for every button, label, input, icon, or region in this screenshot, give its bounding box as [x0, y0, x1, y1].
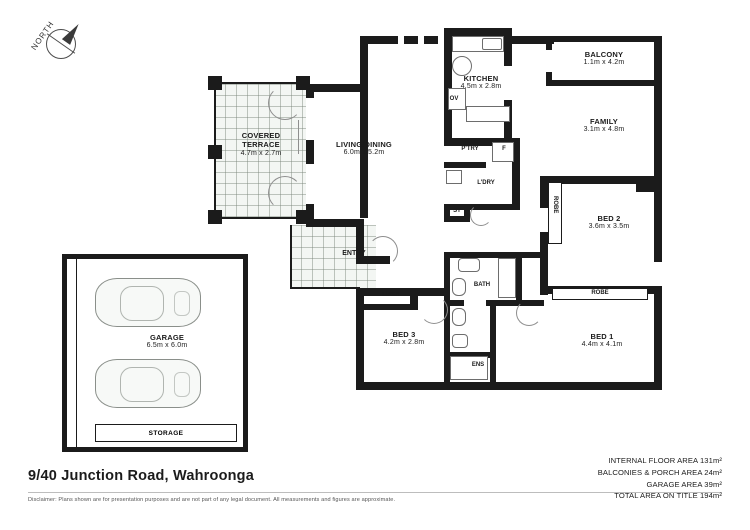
wall-balcony-w-1 [546, 36, 552, 50]
area-internal: INTERNAL FLOOR AREA 131m² [608, 456, 722, 465]
room-label-garage: GARAGE 6.5m x 6.0m [146, 333, 188, 350]
label-entry: ENTRY [342, 250, 366, 257]
wall-family-north-a [504, 36, 552, 44]
wall-living-w-2 [306, 140, 314, 164]
wall-bath-north [444, 252, 544, 258]
bath-vanity-basin [458, 258, 480, 272]
room-label-bed3: BED 3 4.2m x 2.8m [383, 330, 425, 347]
wall-bed1-nw [540, 255, 548, 295]
door-arc-bed1 [516, 300, 542, 326]
ens-basin [452, 334, 468, 348]
page-title: 9/40 Junction Road, Wahroonga [28, 468, 255, 484]
label-pantry: P'TRY [461, 146, 479, 152]
laundry-tub [446, 170, 462, 184]
wall-bed3-south [356, 382, 448, 390]
wall-bed1-east [654, 286, 662, 390]
wall-porch-bottom [290, 287, 360, 289]
wall-ens-east [490, 306, 496, 384]
wall-linen-bottom [356, 304, 416, 310]
room-label-bed1: BED 1 4.4m x 4.1m [581, 332, 623, 349]
wall-bath-s-a [450, 300, 464, 306]
cooktop-icon [452, 56, 472, 76]
wall-bath-partition [516, 258, 522, 300]
wall-balcony-east [654, 36, 662, 86]
label-laundry: L'DRY [477, 180, 495, 186]
kitchen-island [466, 106, 510, 122]
label-oven: OV [449, 96, 459, 102]
wall-balcony-south [546, 80, 662, 86]
wall-bed3-west [356, 288, 364, 388]
storage-area: STORAGE [95, 424, 237, 442]
wall-livingdining-east [360, 36, 368, 218]
ens-toilet [452, 308, 466, 326]
wall-living-w-3 [306, 204, 314, 220]
wall-ptry-south [444, 162, 486, 168]
room-label-kitchen: KITCHEN 4.5m x 2.8m [460, 74, 502, 91]
door-arc-laundry [470, 204, 492, 226]
wall-kitchen-north [444, 28, 512, 36]
post-terrace-w [208, 145, 222, 159]
north-arrow-icon [30, 15, 90, 75]
wall-bed2-east [654, 184, 662, 262]
wall-bed2-west-1 [540, 176, 548, 208]
label-bath: BATH [473, 282, 491, 288]
wall-entry-north [306, 219, 364, 227]
car-icon-1 [95, 278, 201, 327]
room-label-balcony: BALCONY 1.1m x 4.2m [583, 50, 625, 67]
wall-porch-left [290, 225, 292, 289]
north-label: NORTH [29, 19, 56, 52]
bathtub [498, 258, 516, 298]
label-robe-bed2: ROBE [552, 196, 559, 214]
wall-south-main [444, 382, 662, 390]
room-label-bed2: BED 2 3.6m x 3.5m [588, 214, 630, 231]
wall-terrace-top [214, 82, 308, 84]
area-balconies: BALCONIES & PORCH AREA 24m² [597, 467, 722, 477]
label-ens: ENS [471, 362, 485, 368]
wall-ldry-east [512, 168, 520, 210]
garage-block [62, 254, 248, 452]
area-total: TOTAL AREA ON TITLE 194m² [614, 491, 722, 501]
wall-north-c [424, 36, 438, 44]
room-label-family: FAMILY 3.1m x 4.8m [583, 117, 625, 134]
label-robe-bed1: ROBE [591, 290, 609, 296]
door-arc-terrace-2 [268, 176, 302, 210]
door-arc-bed3 [420, 296, 448, 324]
wall-kitchen-east-1 [504, 28, 512, 66]
room-label-living-dining: LIVING/DINING 6.0m x 5.2m [336, 140, 392, 157]
wall-family-east [654, 86, 662, 176]
room-label-covered-terrace: COVERED TERRACE 4.7m x 2.7m [240, 131, 282, 157]
label-study: ST [453, 208, 461, 214]
wall-north-a [360, 36, 398, 44]
post-terrace-sw [208, 210, 222, 224]
wall-terrace-bottom [214, 217, 308, 219]
wall-hall-top [418, 288, 446, 296]
kitchen-sink [482, 38, 502, 50]
area-garage: GARAGE AREA 39m² [646, 479, 722, 489]
wall-living-n-stub [306, 84, 364, 92]
disclaimer-text: Disclaimer: Plans shown are for presentation purposes and are not part of any legal document. All measurements and figures are approximate. [28, 497, 396, 503]
area-summary [598, 455, 722, 502]
wall-north-b [404, 36, 418, 44]
wall-balcony-north [546, 36, 662, 42]
door-arc-terrace-1 [268, 86, 302, 120]
north-needle [62, 21, 83, 45]
label-fridge: F [502, 146, 506, 152]
post-terrace-nw [208, 76, 222, 90]
car-icon-2 [95, 359, 201, 408]
label-linen: LINEN [382, 292, 400, 298]
